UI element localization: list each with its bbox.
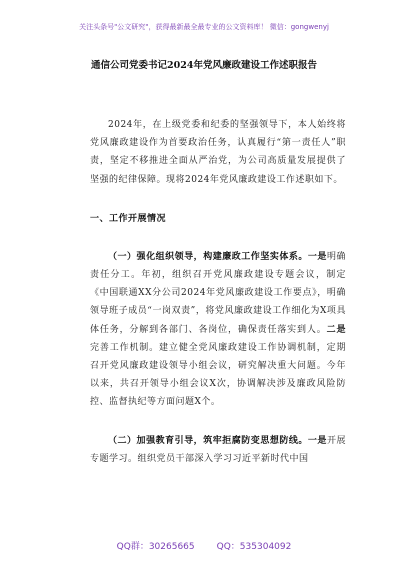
intro-paragraph: 2024年，在上级党委和纪委的坚强领导下，本人始终将党风廉政建设作为首要政治任务，认真履行“第一责任人”职责，坚定不移推进全面从严治党，为公司高质量发展提供了坚强的纪律保障。现将2024年党风廉政建设工作述职如下。 bbox=[90, 120, 346, 185]
header-banner: 关注头条号"公文研究"，获得最新最全最专业的公文资料库！ 微信：gongwenyj bbox=[79, 23, 329, 31]
subsection-2-heading: （二）加强教育引导，筑牢拒腐防变思想防线。一是 bbox=[108, 435, 327, 446]
subsection-1-point-2-lead: 二是 bbox=[326, 324, 346, 335]
footer-qq-group: QQ群：30265665 bbox=[116, 542, 195, 552]
subsection-1-paragraph bbox=[90, 248, 346, 412]
document-body bbox=[90, 116, 346, 468]
document-title: 通信公司党委书记2024年党风廉政建设工作述职报告 bbox=[91, 60, 317, 71]
subsection-1-point-2-body: 完善工作机制。建立健全党风廉政建设工作协调机制，定期召开党风廉政建设领导小组会议，研究解决重大问题。今年以来，共召开领导小组会议X次，协调解决涉及廉政风险防控、监督执纪等方面问题X个。 bbox=[90, 342, 346, 408]
section-heading-work-progress: 一、工作开展情况 bbox=[90, 213, 167, 224]
subsection-1-heading: （一）强化组织领导，构建廉政工作坚实体系。一是 bbox=[108, 251, 327, 262]
footer-contact bbox=[0, 539, 408, 552]
subsection-1-body: 明确责任分工。年初，组织召开党风廉政建设专题会议，制定《中国联通XX分公司2024年党风廉政建设工作要点》，明确领导班子成员“一岗双责”，将党风廉政建设工作细化为X项具体任务，分解到各部门、各岗位，确保责任落实到人。 bbox=[90, 251, 346, 335]
subsection-2-body: 开展专题学习。组织党员干部深入学习习近平新时代中国 bbox=[90, 435, 346, 464]
subsection-2-paragraph bbox=[90, 432, 346, 468]
footer-qq-number: QQ：535304092 bbox=[216, 542, 292, 552]
